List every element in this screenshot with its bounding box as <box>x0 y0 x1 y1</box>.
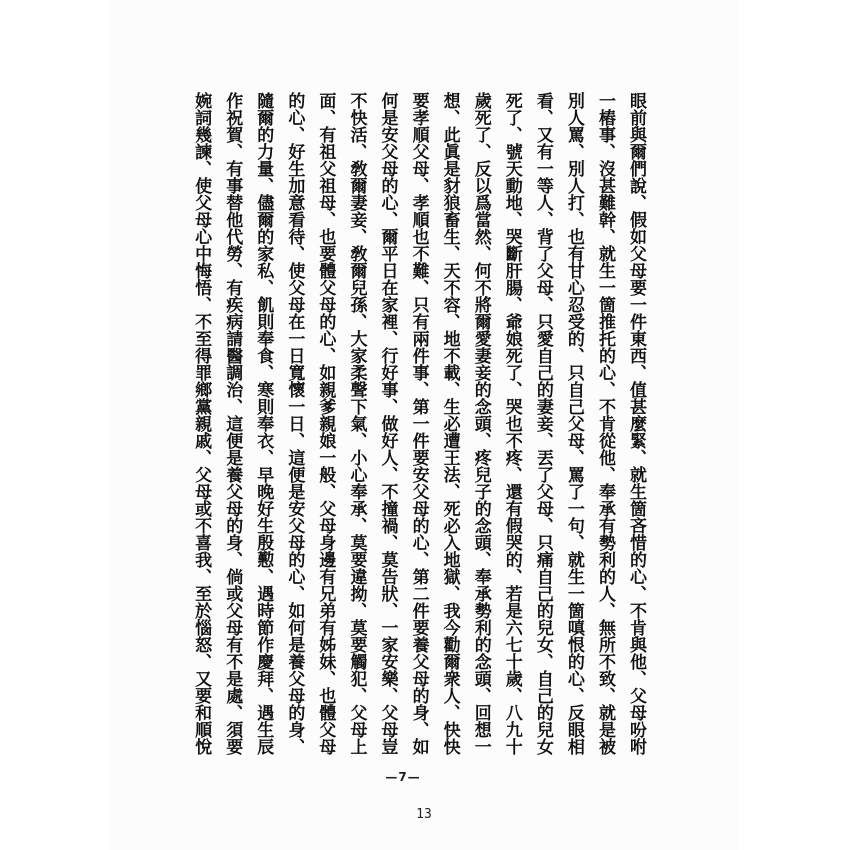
text-column-14: 作祝賀、有事替他代勞、有疾病請醫調治、這便是養父母的身、倘或父母有不是處、須要 <box>222 92 243 755</box>
text-column-15: 婉詞幾諫、使父母心中悔悟、不至得罪鄉黨親戚、父母或不喜我、至於惱怒、又要和順悅 <box>191 92 212 755</box>
text-column-10: 不快活、敎爾妻妾、敎爾兒孫、大家柔聲下氣、小心奉承、莫要違拗、莫要觸犯、父母上 <box>346 92 367 755</box>
text-column-1: 眼前與爾們說、假如父母要一件東西、值甚麼緊、就生箇吝惜的心、不肯與他、父母吩咐 <box>626 92 646 755</box>
text-column-3: 別人罵、別人打、也有甘心忍受的、只自己父母、罵了一句、就生一箇嗔恨的心、反眼相 <box>563 92 584 755</box>
page-number-inner: —7— <box>385 770 421 784</box>
text-column-9: 何是安父母的心、爾平日在家裡、行好事、做好人、不撞禍、莫告狀、一家安樂、父母豈 <box>377 92 398 755</box>
text-column-2: 一樁事、沒甚難幹、就生一箇推托的心、不肯從他、奉承有勢利的人、無所不致、就是被 <box>594 92 615 755</box>
text-column-11: 面、有祖父祖母、也要體父母的心、如親爹親娘一般、父母身邊有兄弟有姊妹、也體父母 <box>315 92 336 755</box>
page-number-outer: 13 <box>416 807 432 822</box>
text-column-13: 隨爾的力量、儘爾的家私、飢則奉食、寒則奉衣、早晚好生殷懃、遇時節作慶拜、遇生辰 <box>253 92 274 755</box>
text-column-5: 死了、號天動地、哭斷肝腸、爺娘死了、哭也不疼、還有假哭的、若是六七十歲、八九十 <box>501 92 522 755</box>
text-column-4: 看、又有一等人、背了父母、只愛自己的妻妾、丟了父母、只痛自己的兒女、自己的兒女 <box>532 92 553 755</box>
text-column-12: 的心、好生加意看待、使父母在一日寬懷一日、這便是安父母的心、如何是養父母的身、 <box>284 92 305 755</box>
vertical-text-body <box>184 92 651 758</box>
text-column-6: 歲死了、反以爲當然、何不將爾愛妻妾的念頭、疼兒子的念頭、奉承勢利的念頭、回想一 <box>470 92 491 755</box>
text-column-7: 想、此眞是豺狼畜生、天不容、地不載、生必遭王法、死必入地獄、我今勸爾衆人、快快 <box>439 92 460 755</box>
text-column-8: 要孝順父母、孝順也不難、只有兩件事、第一件要安父母的心、第二件要養父母的身、如 <box>408 92 429 755</box>
